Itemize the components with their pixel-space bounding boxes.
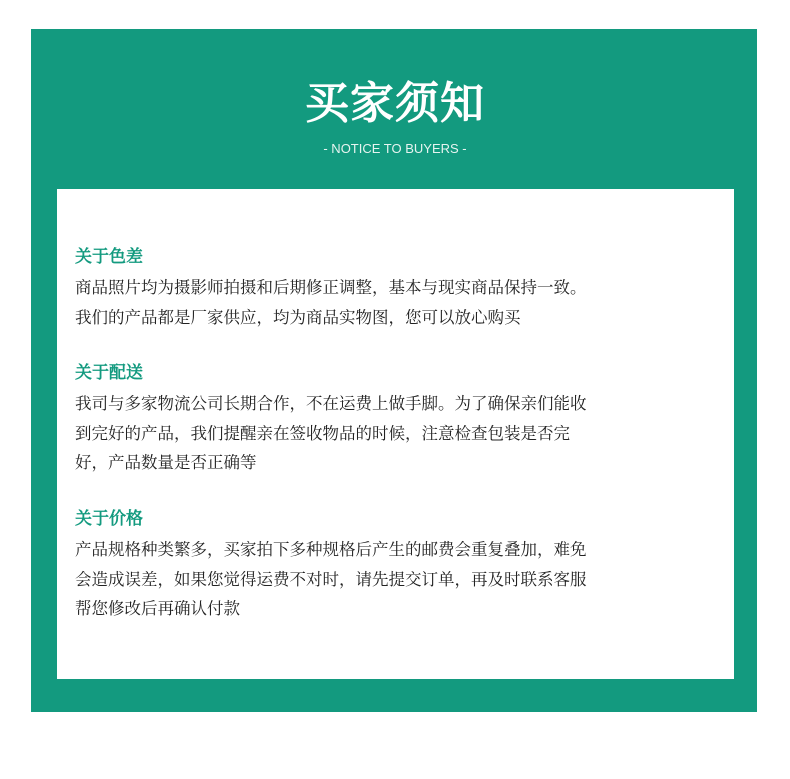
section-heading: 关于色差	[75, 247, 143, 267]
section-line: 产品规格种类繁多，买家拍下多种规格后产生的邮费会重复叠加，难免	[75, 540, 587, 559]
section-color-difference	[75, 245, 725, 332]
section-delivery	[75, 361, 725, 478]
section-line: 会造成误差，如果您觉得运费不对时，请先提交订单，再及时联系客服	[75, 569, 587, 589]
section-line: 好，产品数量是否正确等	[75, 453, 257, 472]
section-heading: 关于价格	[75, 509, 143, 529]
section-line: 我司与多家物流公司长期合作，不在运费上做手脚。为了确保亲们能收	[75, 394, 587, 413]
section-price	[75, 507, 725, 624]
section-line: 我们的产品都是厂家供应，均为商品实物图，您可以放心购买	[75, 307, 521, 327]
section-line: 商品照片均为摄影师拍摄和后期修正调整，基本与现实商品保持一致。	[75, 278, 587, 297]
notice-card	[57, 189, 734, 679]
section-line: 帮您修改后再确认付款	[75, 599, 240, 618]
page-title: 买家须知	[305, 78, 485, 129]
section-heading: 关于配送	[75, 363, 143, 383]
page-subtitle: - NOTICE TO BUYERS -	[323, 141, 467, 156]
section-line: 到完好的产品，我们提醒亲在签收物品的时候，注意检查包装是否完	[75, 423, 570, 443]
